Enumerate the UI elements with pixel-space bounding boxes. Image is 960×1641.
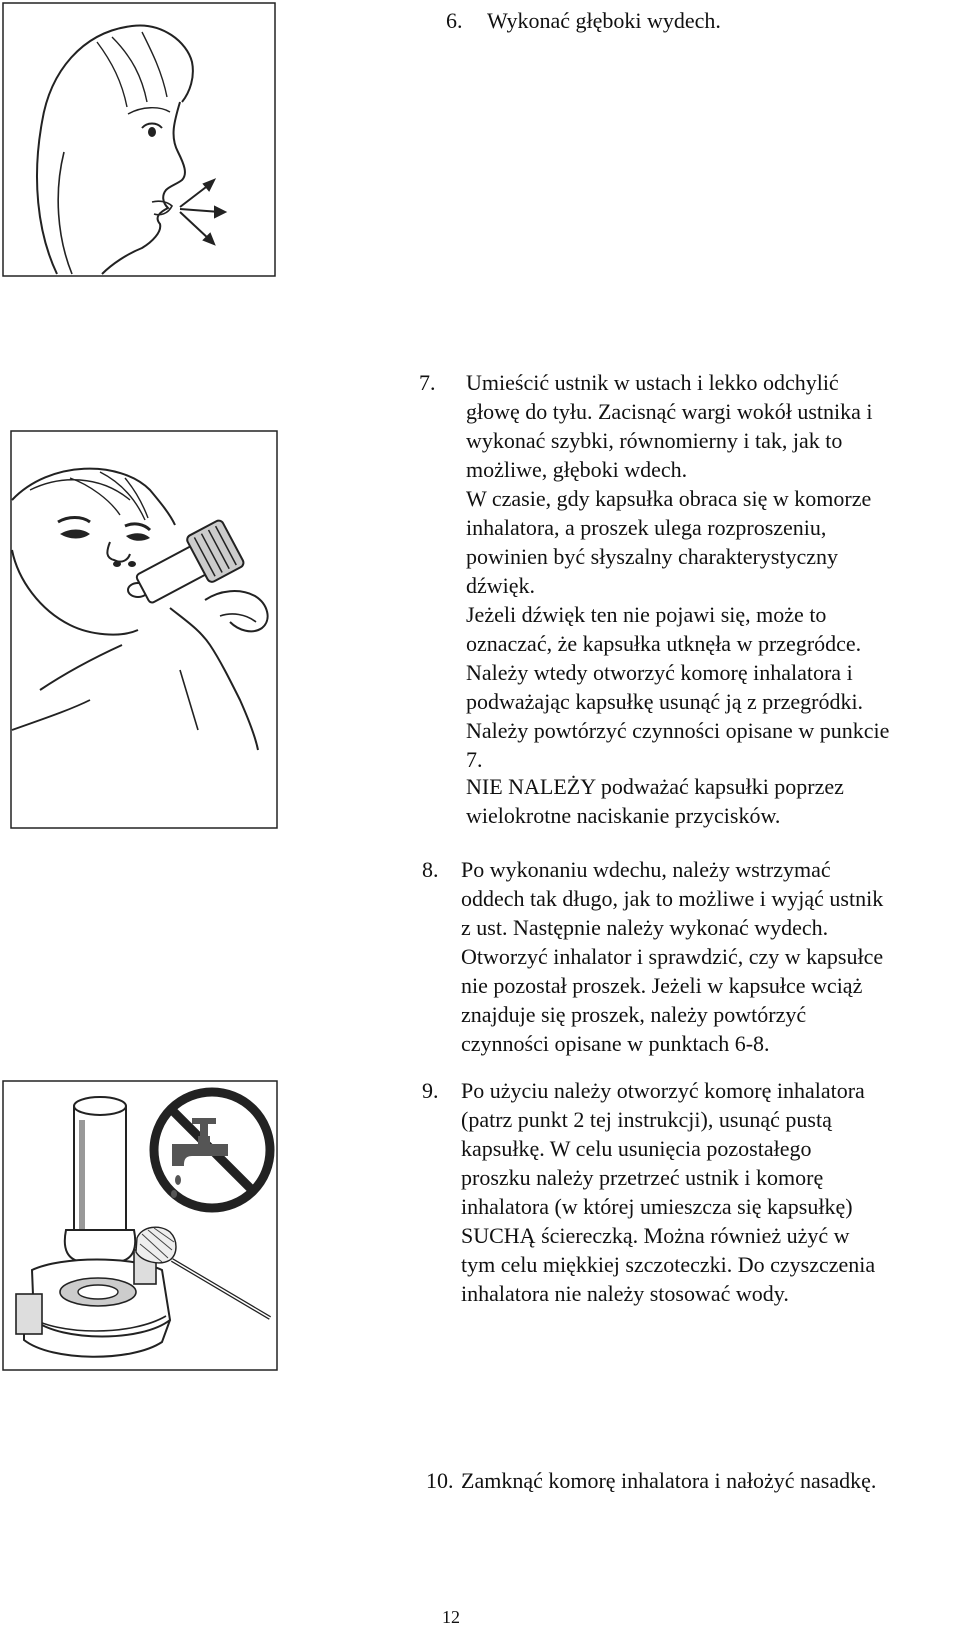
- text-line: tym celu miękkiej szczoteczki. Do czyszczenia: [461, 1252, 876, 1277]
- text-line: głowę do tyłu. Zacisnąć wargi wokół ustnika i: [466, 399, 873, 424]
- figure-inhale: [10, 430, 278, 829]
- text-line: inhalatora (w której umieszcza się kapsułkę): [461, 1194, 853, 1219]
- step-8: [422, 855, 942, 1065]
- text-line: powinien być słyszalny charakterystyczny: [466, 544, 839, 569]
- step-7: [419, 368, 939, 828]
- text-line: Umieścić ustnik w ustach i lekko odchylić: [466, 370, 839, 395]
- step-number: 8.: [422, 857, 439, 882]
- girl-inhaling-through-inhaler-illustration: [10, 430, 278, 829]
- text-line: Otworzyć inhalator i sprawdzić, czy w kapsułce: [461, 944, 884, 969]
- step-9: [422, 1076, 942, 1316]
- text-line: 7.: [466, 747, 483, 772]
- figure-exhale: [2, 2, 276, 277]
- text-line: Po wykonaniu wdechu, należy wstrzymać: [461, 857, 831, 882]
- text-line: wykonać szybki, równomierny i tak, jak to: [466, 428, 843, 453]
- step-text: Wykonać głęboki wydech.: [487, 8, 721, 33]
- text-line: inhalatora, a proszek ulega rozproszeniu,: [466, 515, 827, 540]
- warning-note: [466, 772, 844, 830]
- text-line: kapsułkę. W celu usunięcia pozostałego: [461, 1136, 812, 1161]
- step-text: [461, 855, 883, 1058]
- text-line: Należy powtórzyć czynności opisane w punkcie: [466, 718, 890, 743]
- text-line: podważając kapsułkę usunąć ją z przegródki.: [466, 689, 864, 714]
- text-line: Po użyciu należy otworzyć komorę inhalatora: [461, 1078, 865, 1103]
- text-line: znajduje się proszek, należy powtórzyć: [461, 1002, 807, 1027]
- text-line: wielokrotne naciskanie przycisków.: [466, 803, 781, 828]
- step-text: [466, 368, 889, 774]
- figure-cleaning: [2, 1080, 278, 1371]
- step-number: 7.: [419, 370, 436, 395]
- text-line: W czasie, gdy kapsułka obraca się w komorze: [466, 486, 872, 511]
- text-line: (patrz punkt 2 tej instrukcji), usunąć pustą: [461, 1107, 832, 1132]
- text-line: z ust. Następnie należy wykonać wydech.: [461, 915, 829, 940]
- text-line: czynności opisane w punktach 6-8.: [461, 1031, 770, 1056]
- girl-exhaling-illustration: [2, 2, 276, 277]
- step-text: Zamknąć komorę inhalatora i nałożyć nasadkę.: [461, 1468, 877, 1493]
- inhaler-cleaning-no-water-illustration: [2, 1080, 278, 1371]
- step-text: [461, 1076, 875, 1308]
- text-line: proszku należy przetrzeć ustnik i komorę: [461, 1165, 824, 1190]
- step-number: 9.: [422, 1078, 439, 1103]
- text-line: dźwięk.: [466, 573, 536, 598]
- page-number: 12: [442, 1607, 460, 1627]
- text-line: możliwe, głęboki wdech.: [466, 457, 688, 482]
- text-line: oznaczać, że kapsułka utknęła w przegródce.: [466, 631, 862, 656]
- step-number: 10.: [426, 1468, 454, 1493]
- step-10: [426, 1466, 946, 1496]
- text-line: NIE NALEŻY podważać kapsułki poprzez: [466, 774, 844, 799]
- text-line: Jeżeli dźwięk ten nie pojawi się, może to: [466, 602, 827, 627]
- text-line: SUCHĄ ściereczką. Można również użyć w: [461, 1223, 850, 1248]
- text-line: Należy wtedy otworzyć komorę inhalatora i: [466, 660, 853, 685]
- text-line: nie pozostał proszek. Jeżeli w kapsułce wciąż: [461, 973, 863, 998]
- step-number: 6.: [446, 8, 463, 33]
- text-line: oddech tak długo, jak to możliwe i wyjąć ustnik: [461, 886, 884, 911]
- text-line: inhalatora nie należy stosować wody.: [461, 1281, 789, 1306]
